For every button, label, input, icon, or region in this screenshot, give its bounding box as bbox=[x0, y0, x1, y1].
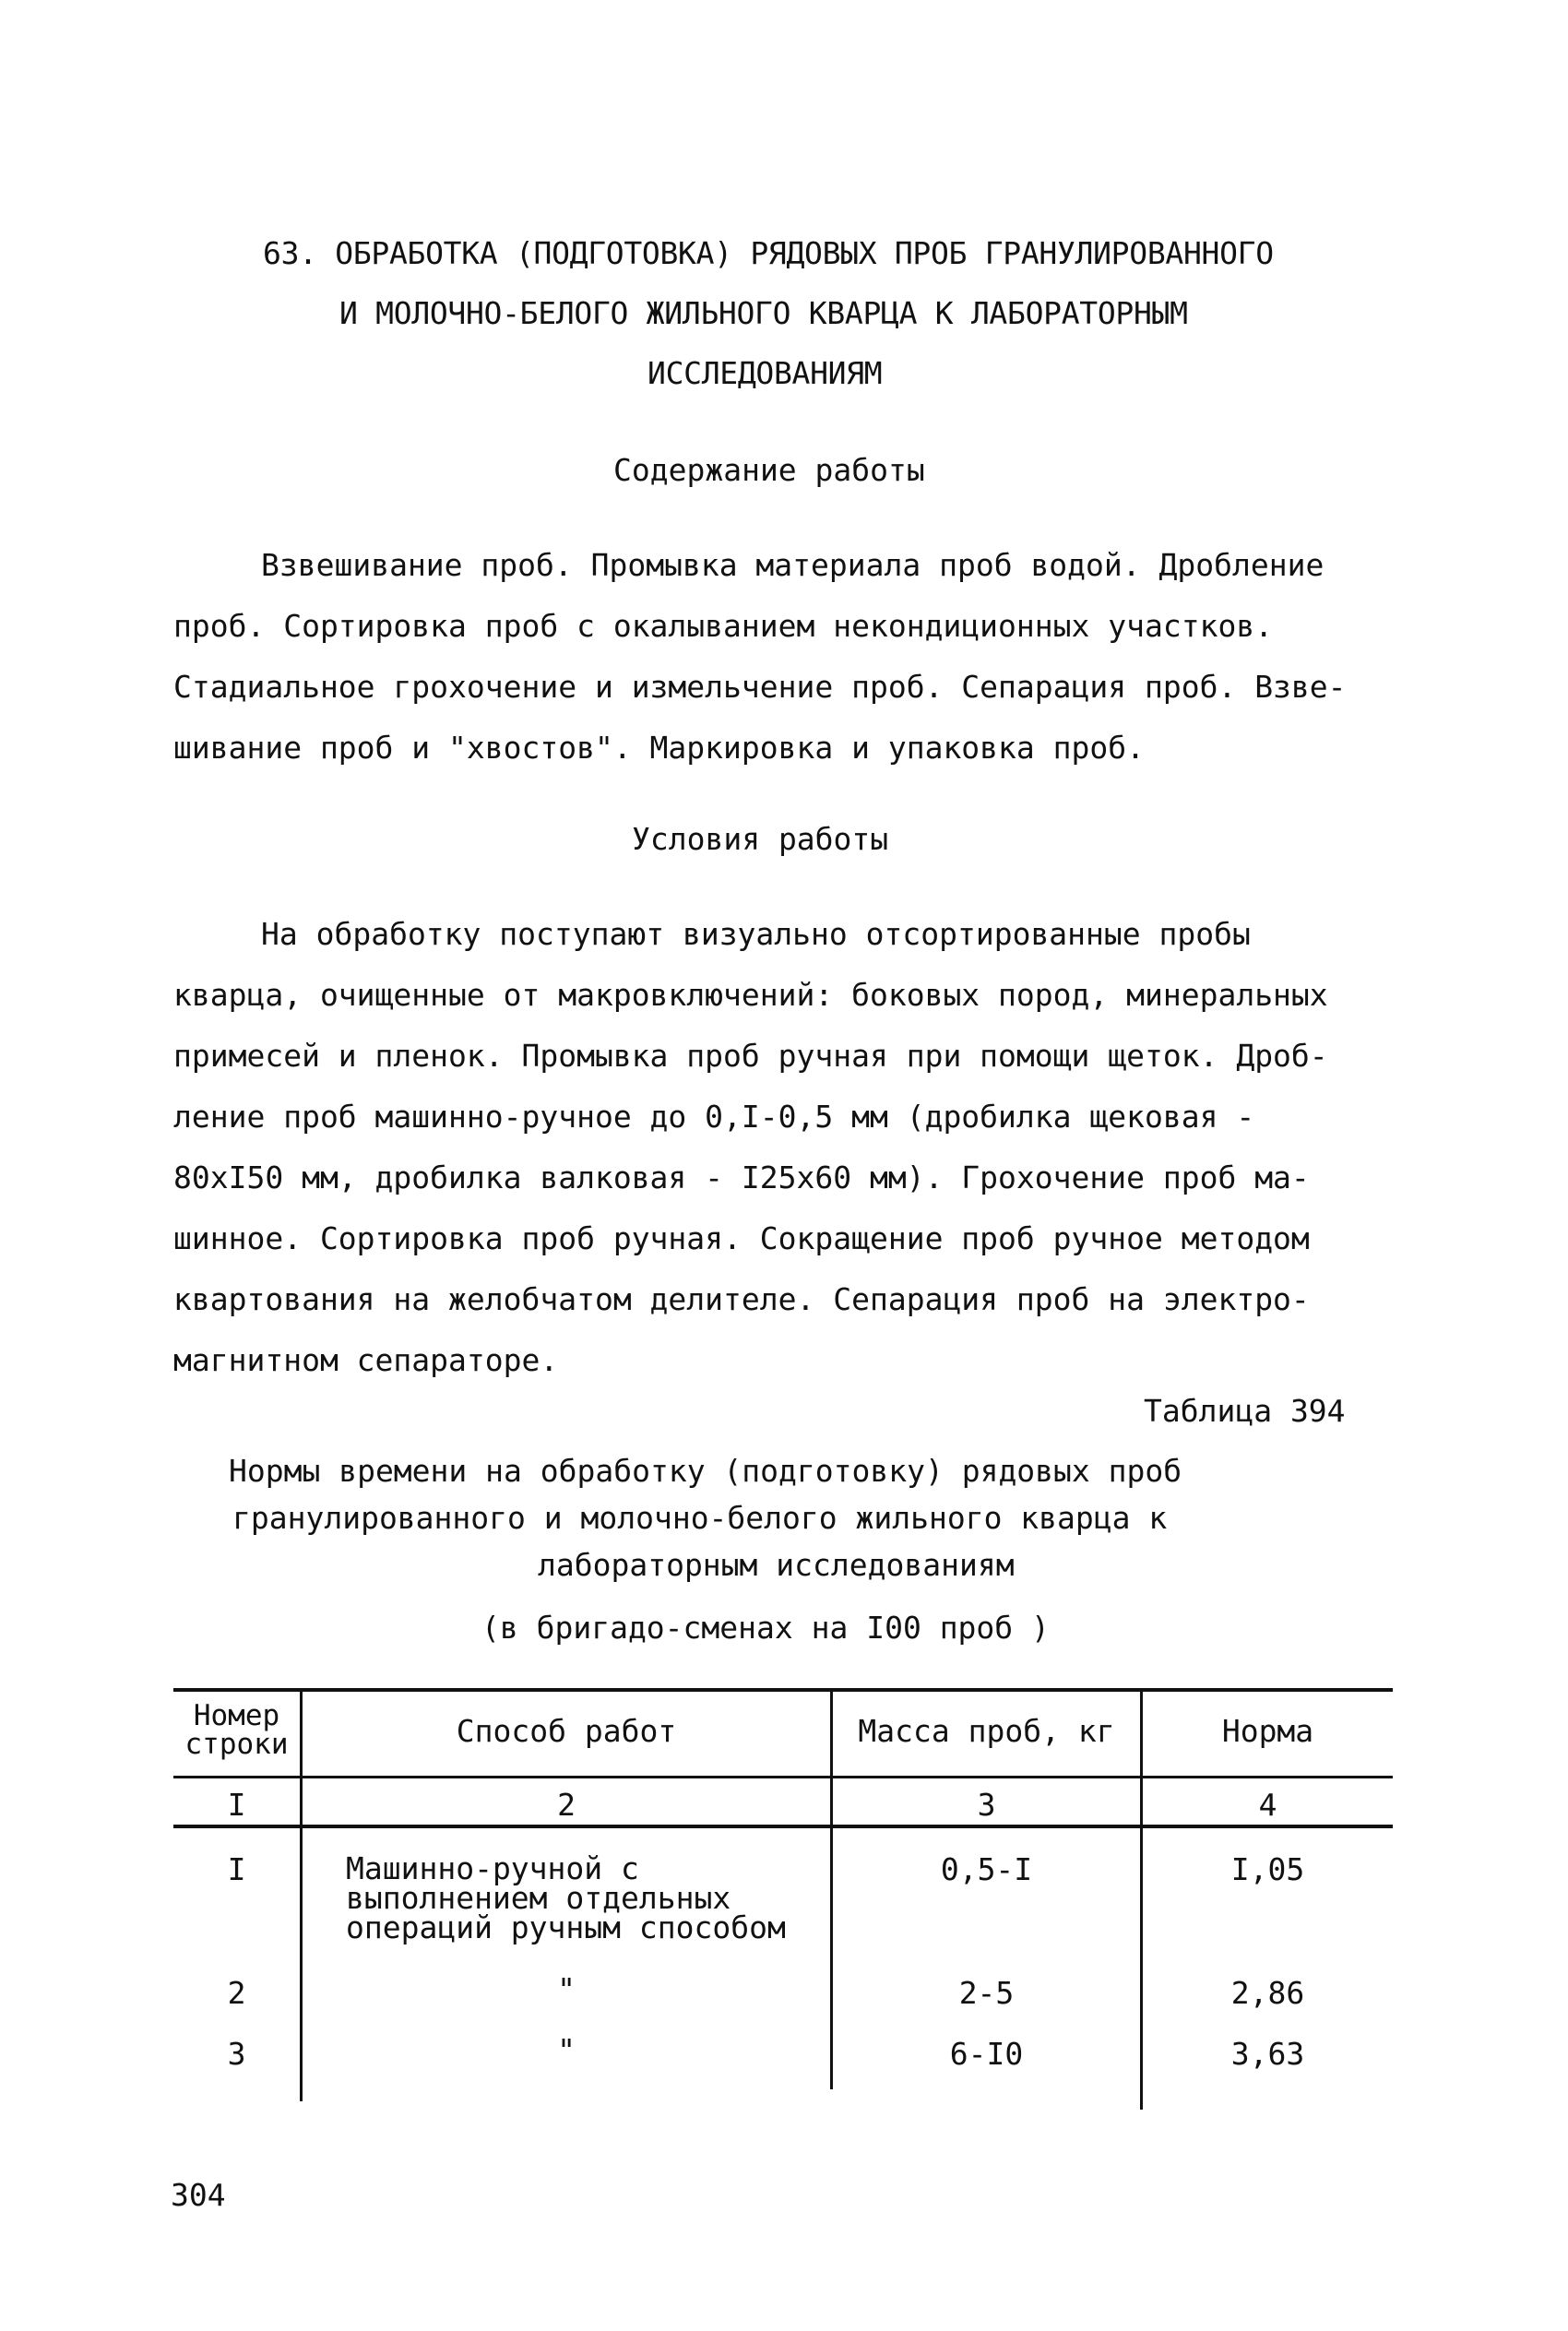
table-header-num bbox=[173, 1699, 300, 1761]
text-line: примесей и пленок. Промывка проб ручная при помощи щеток. Дроб- bbox=[173, 1038, 1328, 1074]
table-cell-method: " bbox=[557, 1971, 576, 2007]
text-line: кварца, очищенные от макровключений: боковых пород, минеральных bbox=[173, 977, 1328, 1013]
table-colnum: I bbox=[227, 1787, 246, 1823]
table-colnum: 4 bbox=[1258, 1787, 1277, 1823]
text-line: На обработку поступают визуально отсортированные пробы bbox=[261, 916, 1251, 952]
table-cell-norm: I,05 bbox=[1230, 1851, 1305, 1887]
table-header-mass: Масса проб, кг bbox=[858, 1713, 1115, 1749]
text-line: квартования на желобчатом делителе. Сепарация проб на электро- bbox=[173, 1281, 1310, 1317]
section-conditions-paragraph bbox=[173, 904, 1409, 1391]
table-header-method: Способ работ bbox=[456, 1713, 677, 1749]
section-content-paragraph bbox=[173, 535, 1409, 779]
table-cell-num: 3 bbox=[227, 2036, 246, 2072]
table-cell-mass: 2-5 bbox=[958, 1975, 1015, 2011]
text-line: 80хI50 мм, дробилка валковая - I25х60 мм). Грохочение проб ма- bbox=[173, 1160, 1310, 1195]
table-cell-num: I bbox=[227, 1851, 246, 1887]
table-colnum-rule bbox=[173, 1825, 1393, 1828]
table-cell-norm: 3,63 bbox=[1230, 2036, 1305, 2072]
table-caption-line-3: лабораторным исследованиям bbox=[538, 1547, 1015, 1583]
table-caption-line-1: Нормы времени на обработку (подготовку) рядовых проб bbox=[229, 1453, 1182, 1489]
text-line: Стадиальное грохочение и измельчение проб. Сепарация проб. Взве- bbox=[173, 669, 1347, 705]
page-number: 304 bbox=[171, 2177, 226, 2213]
table-header-rule bbox=[173, 1776, 1393, 1778]
table-header-text: Номер строки bbox=[184, 1699, 289, 1761]
table-cell-num: 2 bbox=[227, 1975, 246, 2011]
section-title-conditions: Условия работы bbox=[632, 821, 889, 857]
text-line: шивание проб и "хвостов". Маркировка и упаковка проб. bbox=[173, 730, 1145, 766]
text-line: ление проб машинно-ручное до 0,I-0,5 мм (дробилка щековая - bbox=[173, 1099, 1255, 1135]
table-cell-method: Машинно-ручной с выполнением отдельных операций ручным способом bbox=[346, 1850, 786, 1945]
text-line: магнитном сепараторе. bbox=[173, 1342, 559, 1378]
table-colnum: 3 bbox=[977, 1787, 996, 1823]
heading-line-2: И МОЛОЧНО-БЕЛОГО ЖИЛЬНОГО КВАРЦА К ЛАБОРАТОРНЫМ bbox=[339, 295, 1188, 331]
table-header-norm: Норма bbox=[1221, 1713, 1314, 1749]
table-caption-line-2: гранулированного и молочно-белого жильного кварца к bbox=[232, 1500, 1168, 1536]
table-top-rule bbox=[173, 1688, 1393, 1692]
table-label: Таблица 394 bbox=[1144, 1393, 1346, 1429]
section-title-content: Содержание работы bbox=[613, 452, 925, 488]
table-cell-mass: 6-I0 bbox=[949, 2036, 1024, 2072]
table-cell-norm: 2,86 bbox=[1230, 1975, 1305, 2011]
text-line: шинное. Сортировка проб ручная. Сокращение проб ручное методом bbox=[173, 1220, 1310, 1256]
table-units: (в бригадо-сменах на I00 проб ) bbox=[481, 1610, 1050, 1646]
heading-line-1: 63. ОБРАБОТКА (ПОДГОТОВКА) РЯДОВЫХ ПРОБ ГРАНУЛИРОВАННОГО bbox=[263, 235, 1274, 271]
text-line: проб. Сортировка проб с окалыванием некондиционных участков. bbox=[173, 608, 1274, 644]
text-line: Взвешивание проб. Промывка материала проб водой. Дробление bbox=[261, 547, 1324, 583]
table-colnum: 2 bbox=[557, 1787, 576, 1823]
table-cell-method: " bbox=[557, 2032, 576, 2068]
table-col-divider bbox=[830, 1688, 833, 2089]
heading-line-3: ИССЛЕДОВАНИЯМ bbox=[647, 355, 883, 391]
table-cell-mass: 0,5-I bbox=[940, 1851, 1033, 1887]
